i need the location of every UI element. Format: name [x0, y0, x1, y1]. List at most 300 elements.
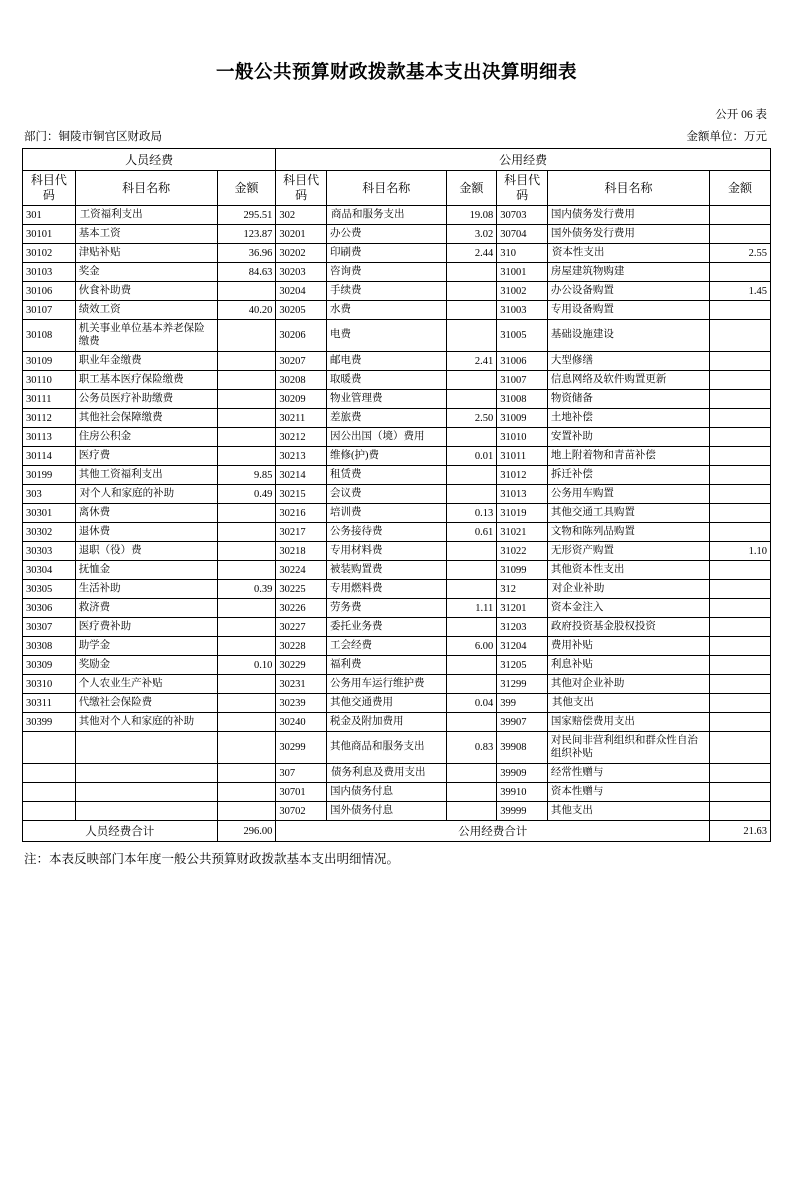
row-personnel-code	[23, 802, 76, 821]
row-personnel-name: 津贴补贴	[75, 244, 217, 263]
row-public2-code: 31299	[497, 675, 548, 694]
table-row	[23, 390, 771, 409]
table-row	[23, 599, 771, 618]
row-public1-amount	[446, 390, 497, 409]
sheet-number: 公开 06 表	[715, 109, 767, 121]
row-personnel-code: 30301	[23, 504, 76, 523]
row-public2-name: 资本金注入	[547, 599, 709, 618]
row-personnel-name: 职工基本医疗保险缴费	[75, 371, 217, 390]
row-personnel-name: 离休费	[75, 504, 217, 523]
row-personnel-amount	[217, 409, 276, 428]
row-public1-name: 劳务费	[327, 599, 447, 618]
row-public2-name: 房屋建筑物购建	[547, 263, 709, 282]
row-public1-code: 30239	[276, 694, 327, 713]
row-public2-name: 无形资产购置	[547, 542, 709, 561]
meta-row	[22, 128, 771, 144]
row-public2-code: 39999	[497, 802, 548, 821]
row-public1-amount: 2.41	[446, 352, 497, 371]
table-row	[23, 523, 771, 542]
row-public2-amount	[710, 694, 771, 713]
row-public2-amount	[710, 390, 771, 409]
row-personnel-code: 30307	[23, 618, 76, 637]
table-row	[23, 783, 771, 802]
row-personnel-name	[75, 802, 217, 821]
row-public1-code: 30228	[276, 637, 327, 656]
row-public1-code: 30201	[276, 225, 327, 244]
row-public1-amount	[446, 802, 497, 821]
row-personnel-name: 公务员医疗补助缴费	[75, 390, 217, 409]
department-name: 铜陵市铜官区财政局	[58, 131, 162, 143]
row-personnel-amount: 0.49	[217, 485, 276, 504]
row-personnel-code	[23, 764, 76, 783]
row-personnel-code: 30103	[23, 263, 76, 282]
row-public2-amount	[710, 320, 771, 352]
row-public1-code: 30214	[276, 466, 327, 485]
row-personnel-code: 30302	[23, 523, 76, 542]
row-public2-name: 其他支出	[547, 694, 709, 713]
row-public2-amount	[710, 504, 771, 523]
row-public1-amount	[446, 618, 497, 637]
table-row	[23, 713, 771, 732]
row-public2-name: 资本性支出	[547, 244, 709, 263]
table-row	[23, 206, 771, 225]
row-public2-amount	[710, 409, 771, 428]
personnel-total-amount: 296.00	[217, 821, 276, 842]
row-public2-name: 拆迁补偿	[547, 466, 709, 485]
row-personnel-code: 30112	[23, 409, 76, 428]
row-public1-amount	[446, 320, 497, 352]
row-public1-code: 30226	[276, 599, 327, 618]
row-public2-amount	[710, 637, 771, 656]
row-personnel-amount: 40.20	[217, 301, 276, 320]
row-personnel-amount	[217, 637, 276, 656]
table-row	[23, 637, 771, 656]
row-public2-name: 国内债务发行费用	[547, 206, 709, 225]
document-page	[0, 58, 793, 1180]
row-public1-name: 商品和服务支出	[327, 206, 447, 225]
row-personnel-name: 退职（役）费	[75, 542, 217, 561]
row-public1-amount: 2.50	[446, 409, 497, 428]
page-title: 一般公共预算财政拨款基本支出决算明细表	[215, 63, 577, 83]
row-personnel-amount	[217, 390, 276, 409]
col-name-public-1: 科目名称	[327, 171, 447, 206]
row-personnel-code: 30102	[23, 244, 76, 263]
row-public1-amount: 0.83	[446, 732, 497, 764]
row-public1-name: 其他交通费用	[327, 694, 447, 713]
row-personnel-code: 30107	[23, 301, 76, 320]
row-public1-name: 国内债务付息	[327, 783, 447, 802]
row-public2-amount	[710, 466, 771, 485]
row-public2-name: 费用补贴	[547, 637, 709, 656]
table-row	[23, 320, 771, 352]
row-personnel-amount	[217, 428, 276, 447]
public-total-label: 公用经费合计	[276, 821, 710, 842]
row-personnel-code: 30108	[23, 320, 76, 352]
row-public2-name: 国外债务发行费用	[547, 225, 709, 244]
row-public1-code: 30701	[276, 783, 327, 802]
row-public2-name: 信息网络及软件购置更新	[547, 371, 709, 390]
row-personnel-code: 30110	[23, 371, 76, 390]
col-name-public-2: 科目名称	[547, 171, 709, 206]
row-public2-amount: 1.10	[710, 542, 771, 561]
row-public1-name: 公务接待费	[327, 523, 447, 542]
row-public1-name: 被装购置费	[327, 561, 447, 580]
row-public2-name: 地上附着物和青苗补偿	[547, 447, 709, 466]
row-public1-amount: 0.04	[446, 694, 497, 713]
row-public1-code: 30299	[276, 732, 327, 764]
row-public2-code: 39910	[497, 783, 548, 802]
row-personnel-name	[75, 783, 217, 802]
row-public2-name: 经常性赠与	[547, 764, 709, 783]
row-public2-name: 其他交通工具购置	[547, 504, 709, 523]
row-public1-amount	[446, 783, 497, 802]
row-personnel-amount	[217, 352, 276, 371]
row-personnel-code: 30101	[23, 225, 76, 244]
row-public1-name: 因公出国（境）费用	[327, 428, 447, 447]
table-row	[23, 225, 771, 244]
row-public2-name: 基础设施建设	[547, 320, 709, 352]
row-public2-amount	[710, 732, 771, 764]
table-row	[23, 580, 771, 599]
row-public2-amount	[710, 580, 771, 599]
table-row	[23, 263, 771, 282]
table-row	[23, 542, 771, 561]
row-public2-code: 31013	[497, 485, 548, 504]
row-personnel-name: 个人农业生产补贴	[75, 675, 217, 694]
row-public2-code: 312	[497, 580, 548, 599]
row-public2-name: 其他支出	[547, 802, 709, 821]
row-public1-code: 30702	[276, 802, 327, 821]
row-public1-amount: 3.02	[446, 225, 497, 244]
table-row	[23, 301, 771, 320]
row-personnel-amount	[217, 320, 276, 352]
row-personnel-name: 职业年金缴费	[75, 352, 217, 371]
row-public1-code: 30205	[276, 301, 327, 320]
row-public2-code: 31204	[497, 637, 548, 656]
row-public2-code: 31009	[497, 409, 548, 428]
row-public2-name: 对企业补助	[547, 580, 709, 599]
row-public1-code: 307	[276, 764, 327, 783]
row-public2-name: 物资储备	[547, 390, 709, 409]
row-public2-name: 土地补偿	[547, 409, 709, 428]
row-personnel-code: 30311	[23, 694, 76, 713]
row-public2-amount	[710, 561, 771, 580]
row-personnel-amount: 295.51	[217, 206, 276, 225]
row-personnel-code: 30113	[23, 428, 76, 447]
row-public1-code: 30207	[276, 352, 327, 371]
row-public2-code: 31022	[497, 542, 548, 561]
row-public1-code: 30216	[276, 504, 327, 523]
row-public1-code: 30231	[276, 675, 327, 694]
row-public1-amount	[446, 656, 497, 675]
department-info	[24, 128, 162, 144]
row-public2-amount	[710, 447, 771, 466]
row-personnel-name: 其他工资福利支出	[75, 466, 217, 485]
row-public2-code: 31021	[497, 523, 548, 542]
personnel-total-label: 人员经费合计	[23, 821, 218, 842]
row-public1-amount: 0.01	[446, 447, 497, 466]
row-personnel-name: 伙食补助费	[75, 282, 217, 301]
row-personnel-code: 30306	[23, 599, 76, 618]
row-public1-name: 电费	[327, 320, 447, 352]
row-personnel-name	[75, 764, 217, 783]
row-personnel-name: 对个人和家庭的补助	[75, 485, 217, 504]
row-personnel-code: 30199	[23, 466, 76, 485]
row-public1-amount	[446, 561, 497, 580]
row-public2-code: 31003	[497, 301, 548, 320]
row-public2-code: 39908	[497, 732, 548, 764]
row-public2-amount	[710, 523, 771, 542]
row-personnel-amount	[217, 802, 276, 821]
row-personnel-amount: 0.39	[217, 580, 276, 599]
row-public1-amount	[446, 428, 497, 447]
table-row	[23, 504, 771, 523]
row-public1-name: 维修(护)费	[327, 447, 447, 466]
row-personnel-name: 代缴社会保险费	[75, 694, 217, 713]
row-personnel-name: 机关事业单位基本养老保险缴费	[75, 320, 217, 352]
row-personnel-amount: 84.63	[217, 263, 276, 282]
col-code-public-1: 科目代码	[276, 171, 327, 206]
totals-row	[23, 821, 771, 842]
budget-table	[22, 148, 771, 842]
row-public2-name: 对民间非营利组织和群众性自治组织补贴	[547, 732, 709, 764]
row-personnel-code: 30106	[23, 282, 76, 301]
row-public2-code: 399	[497, 694, 548, 713]
row-public2-amount: 2.55	[710, 244, 771, 263]
row-personnel-code: 30310	[23, 675, 76, 694]
row-public1-name: 水费	[327, 301, 447, 320]
table-row	[23, 466, 771, 485]
row-personnel-name: 抚恤金	[75, 561, 217, 580]
row-public1-amount	[446, 282, 497, 301]
col-amount-personnel: 金额	[217, 171, 276, 206]
row-public2-code: 31005	[497, 320, 548, 352]
row-personnel-name: 奖励金	[75, 656, 217, 675]
row-public1-name: 债务利息及费用支出	[327, 764, 447, 783]
row-public1-amount	[446, 466, 497, 485]
row-public2-code: 31012	[497, 466, 548, 485]
row-public2-amount	[710, 263, 771, 282]
row-public1-amount: 19.08	[446, 206, 497, 225]
table-body	[23, 206, 771, 821]
row-public1-name: 会议费	[327, 485, 447, 504]
col-code-personnel: 科目代码	[23, 171, 76, 206]
row-public2-code: 31010	[497, 428, 548, 447]
row-public1-amount: 2.44	[446, 244, 497, 263]
row-public2-name: 利息补贴	[547, 656, 709, 675]
row-public2-amount	[710, 352, 771, 371]
row-public1-code: 30224	[276, 561, 327, 580]
row-personnel-amount	[217, 447, 276, 466]
row-public1-name: 咨询费	[327, 263, 447, 282]
row-personnel-amount	[217, 542, 276, 561]
table-row	[23, 244, 771, 263]
table-row	[23, 656, 771, 675]
row-public1-code: 30229	[276, 656, 327, 675]
group-header-personnel: 人员经费	[23, 149, 276, 171]
row-public1-code: 30227	[276, 618, 327, 637]
row-public1-amount	[446, 580, 497, 599]
row-public2-name: 大型修缮	[547, 352, 709, 371]
row-public2-code: 31001	[497, 263, 548, 282]
row-public1-name: 物业管理费	[327, 390, 447, 409]
row-public2-amount	[710, 371, 771, 390]
row-public1-amount	[446, 301, 497, 320]
row-personnel-name: 医疗费补助	[75, 618, 217, 637]
row-public1-amount: 0.61	[446, 523, 497, 542]
col-code-public-2: 科目代码	[497, 171, 548, 206]
row-public2-code: 310	[497, 244, 548, 263]
col-name-personnel: 科目名称	[75, 171, 217, 206]
row-personnel-amount: 9.85	[217, 466, 276, 485]
row-public1-code: 30208	[276, 371, 327, 390]
row-personnel-amount	[217, 618, 276, 637]
row-public1-name: 国外债务付息	[327, 802, 447, 821]
row-public2-code: 31002	[497, 282, 548, 301]
row-public1-amount: 0.13	[446, 504, 497, 523]
row-public1-name: 手续费	[327, 282, 447, 301]
table-row	[23, 282, 771, 301]
row-public2-name: 资本性赠与	[547, 783, 709, 802]
row-public2-code: 31205	[497, 656, 548, 675]
row-personnel-amount	[217, 732, 276, 764]
row-public2-amount	[710, 599, 771, 618]
row-personnel-amount	[217, 561, 276, 580]
row-personnel-code: 301	[23, 206, 76, 225]
row-public2-code: 31008	[497, 390, 548, 409]
row-public1-name: 办公费	[327, 225, 447, 244]
row-public1-code: 30218	[276, 542, 327, 561]
row-public2-name: 安置补助	[547, 428, 709, 447]
table-row	[23, 409, 771, 428]
row-public1-code: 30211	[276, 409, 327, 428]
table-row	[23, 675, 771, 694]
row-public1-name: 租赁费	[327, 466, 447, 485]
row-public1-amount	[446, 675, 497, 694]
row-public1-name: 邮电费	[327, 352, 447, 371]
row-public1-code: 30225	[276, 580, 327, 599]
row-public1-code: 30212	[276, 428, 327, 447]
row-personnel-amount: 0.10	[217, 656, 276, 675]
row-personnel-code: 30109	[23, 352, 76, 371]
row-public1-amount	[446, 713, 497, 732]
row-personnel-amount	[217, 504, 276, 523]
row-personnel-amount	[217, 599, 276, 618]
row-personnel-code: 30111	[23, 390, 76, 409]
row-public1-name: 印刷费	[327, 244, 447, 263]
row-public2-amount	[710, 675, 771, 694]
table-row	[23, 428, 771, 447]
row-personnel-code: 30399	[23, 713, 76, 732]
row-public1-code: 30209	[276, 390, 327, 409]
row-public1-code: 302	[276, 206, 327, 225]
row-personnel-amount: 123.87	[217, 225, 276, 244]
row-public1-amount	[446, 485, 497, 504]
row-public1-amount	[446, 764, 497, 783]
row-personnel-code: 30305	[23, 580, 76, 599]
row-public1-amount: 6.00	[446, 637, 497, 656]
row-personnel-amount: 36.96	[217, 244, 276, 263]
row-public2-code: 39909	[497, 764, 548, 783]
row-public2-code: 31006	[497, 352, 548, 371]
row-public2-code: 30704	[497, 225, 548, 244]
row-public1-name: 专用材料费	[327, 542, 447, 561]
row-personnel-code	[23, 783, 76, 802]
row-public2-code: 31201	[497, 599, 548, 618]
row-public2-name: 其他资本性支出	[547, 561, 709, 580]
row-public2-code: 30703	[497, 206, 548, 225]
row-public1-code: 30202	[276, 244, 327, 263]
row-public2-code: 31203	[497, 618, 548, 637]
row-public2-amount	[710, 783, 771, 802]
row-personnel-amount	[217, 764, 276, 783]
row-public2-amount	[710, 428, 771, 447]
row-personnel-amount	[217, 694, 276, 713]
row-public2-amount	[710, 206, 771, 225]
table-row	[23, 764, 771, 783]
row-personnel-code: 303	[23, 485, 76, 504]
row-public2-code: 31019	[497, 504, 548, 523]
group-header-row	[23, 149, 771, 171]
row-personnel-code: 30309	[23, 656, 76, 675]
row-public1-name: 公务用车运行维护费	[327, 675, 447, 694]
table-row	[23, 447, 771, 466]
row-public2-amount	[710, 713, 771, 732]
row-public2-amount	[710, 656, 771, 675]
row-personnel-amount	[217, 523, 276, 542]
row-personnel-name: 其他社会保障缴费	[75, 409, 217, 428]
row-public1-amount	[446, 371, 497, 390]
row-personnel-amount	[217, 282, 276, 301]
amount-unit-label: 金额单位：万元	[686, 131, 767, 143]
row-public2-amount	[710, 618, 771, 637]
table-row	[23, 694, 771, 713]
row-public1-name: 委托业务费	[327, 618, 447, 637]
row-public2-code: 31007	[497, 371, 548, 390]
col-amount-public-2: 金额	[710, 171, 771, 206]
row-personnel-name: 奖金	[75, 263, 217, 282]
row-public1-amount	[446, 263, 497, 282]
row-public2-amount: 1.45	[710, 282, 771, 301]
row-personnel-name: 助学金	[75, 637, 217, 656]
row-personnel-amount	[217, 783, 276, 802]
table-row	[23, 732, 771, 764]
footnote: 注：本表反映部门本年度一般公共预算财政拨款基本支出明细情况。	[24, 852, 400, 866]
table-row	[23, 561, 771, 580]
row-public1-name: 差旅费	[327, 409, 447, 428]
row-public2-code: 31099	[497, 561, 548, 580]
row-public2-amount	[710, 764, 771, 783]
row-public2-code: 39907	[497, 713, 548, 732]
row-personnel-amount	[217, 675, 276, 694]
row-public2-name: 其他对企业补助	[547, 675, 709, 694]
row-public2-code: 31011	[497, 447, 548, 466]
table-row	[23, 485, 771, 504]
row-public2-amount	[710, 301, 771, 320]
department-label: 部门：	[24, 131, 59, 143]
row-personnel-name: 救济费	[75, 599, 217, 618]
row-personnel-name: 工资福利支出	[75, 206, 217, 225]
row-public1-amount: 1.11	[446, 599, 497, 618]
row-public1-name: 专用燃料费	[327, 580, 447, 599]
row-public2-amount	[710, 802, 771, 821]
row-public1-code: 30240	[276, 713, 327, 732]
row-public1-code: 30206	[276, 320, 327, 352]
row-public1-name: 税金及附加费用	[327, 713, 447, 732]
table-row	[23, 802, 771, 821]
row-public1-code: 30215	[276, 485, 327, 504]
row-personnel-name: 住房公积金	[75, 428, 217, 447]
